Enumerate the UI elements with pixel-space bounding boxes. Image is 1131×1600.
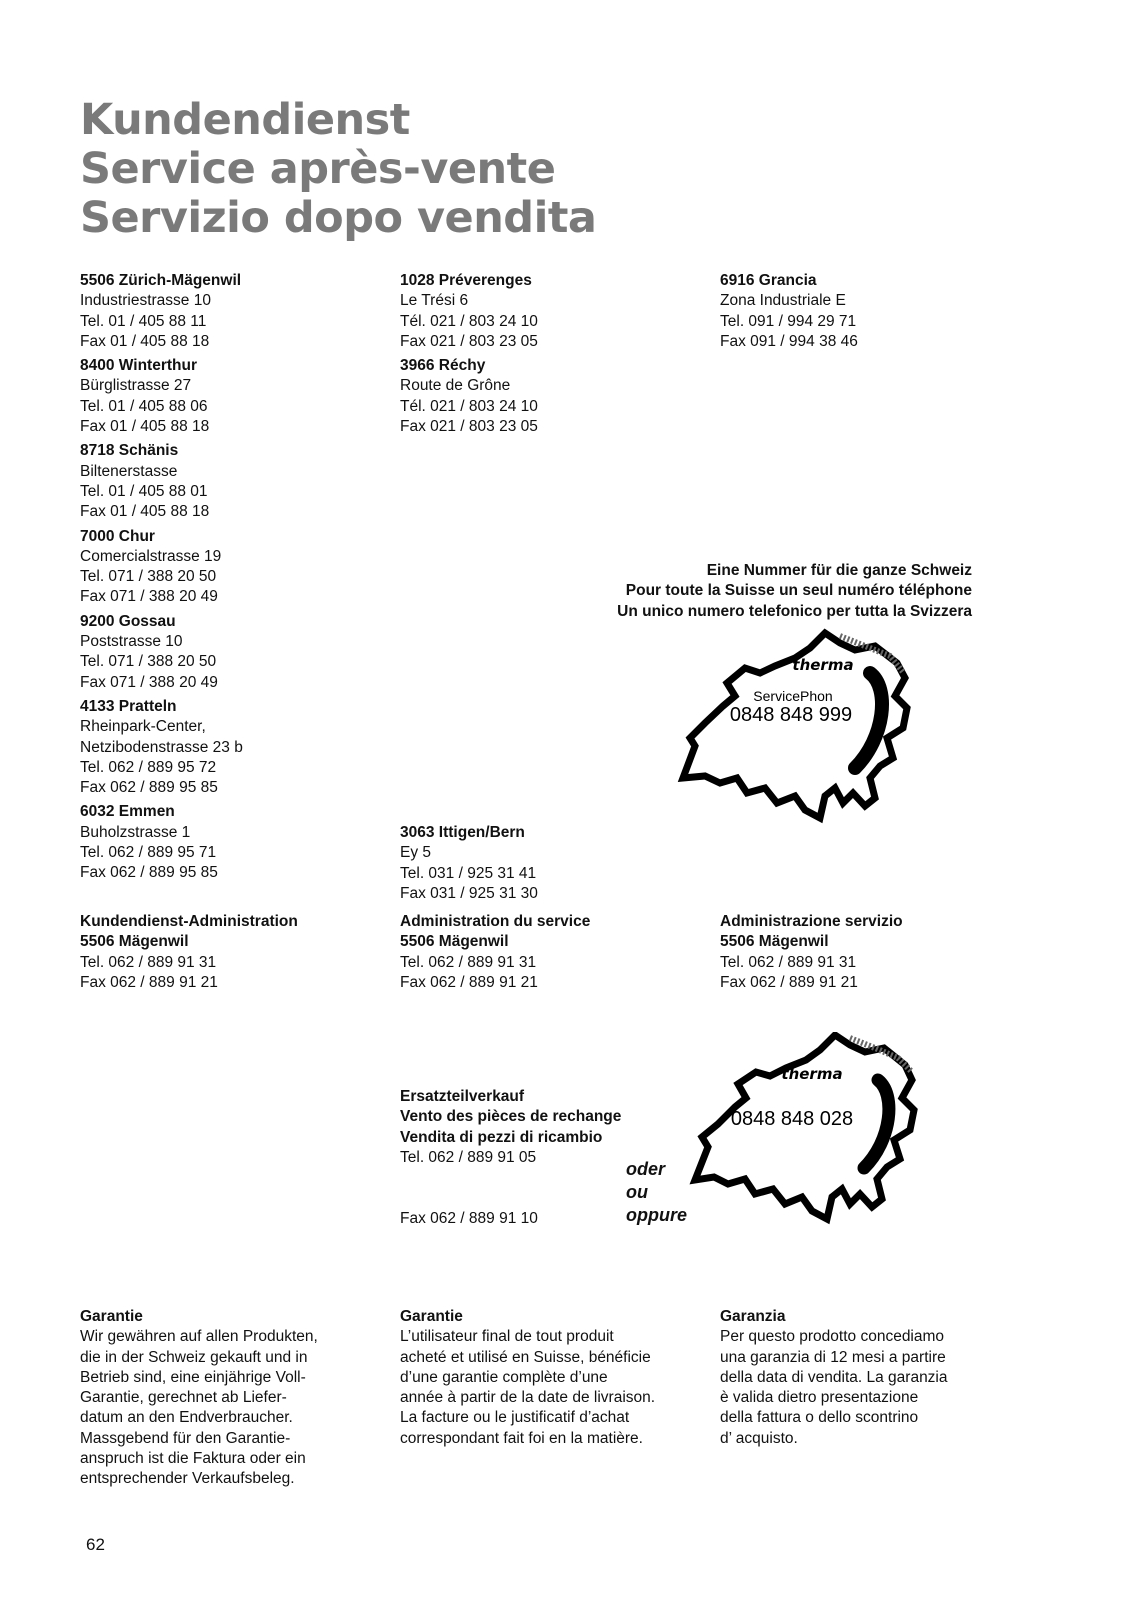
address-line: Tel. 031 / 925 31 41 bbox=[400, 864, 537, 882]
address-line: Route de Grône bbox=[400, 377, 511, 395]
admin-fax: Fax 062 / 889 91 21 bbox=[400, 973, 538, 991]
admin-tel: Tel. 062 / 889 91 31 bbox=[80, 953, 217, 971]
address-line: Tel. 071 / 388 20 50 bbox=[80, 568, 217, 586]
guarantee-line: correspondant fait foi en la matière. bbox=[400, 1429, 643, 1447]
admin-tel: Tel. 062 / 889 91 31 bbox=[720, 953, 857, 971]
spare-tel: Tel. 062 / 889 91 05 bbox=[400, 1148, 537, 1166]
admin-block-it bbox=[720, 912, 1020, 993]
title-line-fr: Service après-vente bbox=[80, 144, 556, 194]
address-line: Buholzstrasse 1 bbox=[80, 823, 191, 841]
address-block bbox=[80, 697, 380, 798]
guarantee-title: Garanzia bbox=[720, 1308, 786, 1325]
guarantee-line: Per questo prodotto concediamo bbox=[720, 1328, 945, 1346]
guarantee-line: è valida dietro presentazione bbox=[720, 1389, 919, 1407]
address-block bbox=[80, 612, 380, 693]
admin-fax: Fax 062 / 889 91 21 bbox=[80, 973, 218, 991]
address-column-1 bbox=[80, 271, 380, 888]
guarantee-it bbox=[720, 1307, 1020, 1449]
guarantee-title: Garantie bbox=[80, 1308, 143, 1325]
address-line: Tel. 01 / 405 88 01 bbox=[80, 482, 208, 500]
address-line: Tel. 071 / 388 20 50 bbox=[80, 653, 217, 671]
address-city: 7000 Chur bbox=[80, 527, 155, 545]
spare-parts-number: 0848 848 028 bbox=[730, 1108, 854, 1130]
address-line: Fax 062 / 889 95 85 bbox=[80, 864, 218, 882]
guarantee-line: d’une garantie complète d’une bbox=[400, 1368, 608, 1386]
spare-parts-block bbox=[400, 1087, 700, 1168]
servicephon-number: 0848 848 999 bbox=[729, 704, 853, 726]
admin-city: 5506 Mägenwil bbox=[80, 933, 189, 951]
address-city: 6032 Emmen bbox=[80, 803, 175, 821]
page-number: 62 bbox=[86, 1535, 105, 1554]
guarantee-fr bbox=[400, 1307, 700, 1449]
address-line: Comercialstrasse 19 bbox=[80, 547, 222, 565]
spare-title-fr: Vento des pièces de rechange bbox=[400, 1108, 622, 1126]
admin-title: Administration du service bbox=[400, 913, 591, 930]
spare-fax: Fax 062 / 889 91 10 bbox=[400, 1210, 538, 1227]
address-line: Tel. 062 / 889 95 71 bbox=[80, 844, 217, 862]
address-line: Tel. 062 / 889 95 72 bbox=[80, 758, 217, 776]
address-block bbox=[720, 271, 1020, 352]
address-line: Rheinpark-Center, bbox=[80, 718, 206, 736]
guarantee-line: Massgebend für den Garantie- bbox=[80, 1429, 291, 1447]
guarantee-line: della data di vendita. La garanzia bbox=[720, 1368, 948, 1386]
spare-title-de: Ersatzteilverkauf bbox=[400, 1088, 525, 1105]
admin-city: 5506 Mägenwil bbox=[400, 933, 509, 951]
address-city: 3063 Ittigen/Bern bbox=[400, 824, 525, 841]
guarantee-line: una garanzia di 12 mesi a partire bbox=[720, 1348, 946, 1366]
address-city: 6916 Grancia bbox=[720, 272, 817, 289]
switzerland-map-spareparts-logo bbox=[680, 1032, 930, 1227]
guarantee-line: La facture ou le justificatif d’achat bbox=[400, 1409, 630, 1427]
guarantee-line: anspruch ist die Faktura oder ein bbox=[80, 1450, 306, 1468]
address-block bbox=[80, 527, 380, 608]
guarantee-de bbox=[80, 1307, 380, 1490]
address-line: Poststrasse 10 bbox=[80, 633, 183, 651]
address-line: Fax 01 / 405 88 18 bbox=[80, 503, 210, 521]
address-city: 1028 Préverenges bbox=[400, 272, 532, 289]
address-line: Fax 01 / 405 88 18 bbox=[80, 332, 210, 350]
address-line: Zona Industriale E bbox=[720, 292, 846, 310]
address-city: 5506 Zürich-Mägenwil bbox=[80, 272, 242, 289]
address-block bbox=[80, 802, 380, 883]
guarantee-line: L’utilisateur final de tout produit bbox=[400, 1328, 614, 1346]
guarantee-line: entsprechender Verkaufsbeleg. bbox=[80, 1470, 295, 1488]
address-block bbox=[80, 271, 380, 352]
address-line: Netzibodenstrasse 23 b bbox=[80, 738, 243, 756]
address-line: Fax 031 / 925 31 30 bbox=[400, 884, 538, 902]
spare-title-it: Vendita di pezzi di ricambio bbox=[400, 1128, 603, 1146]
address-line: Ey 5 bbox=[400, 844, 432, 862]
guarantee-line: acheté et utilisé en Suisse, bénéficie bbox=[400, 1348, 651, 1366]
admin-city: 5506 Mägenwil bbox=[720, 933, 829, 951]
single-number-notice bbox=[540, 561, 972, 622]
address-block-ittigen bbox=[400, 823, 700, 904]
title-line-it: Servizio dopo vendita bbox=[80, 193, 597, 243]
single-number-it: Un unico numero telefonico per tutta la Svizzera bbox=[617, 602, 972, 620]
address-city: 9200 Gossau bbox=[80, 612, 176, 630]
address-city: 8400 Winterthur bbox=[80, 357, 197, 375]
page-title bbox=[80, 96, 596, 243]
therma-brand: therma bbox=[781, 1065, 843, 1083]
guarantee-line: d’ acquisto. bbox=[720, 1429, 798, 1447]
address-line: Tél. 021 / 803 24 10 bbox=[400, 397, 538, 415]
address-block bbox=[80, 441, 380, 522]
guarantee-title: Garantie bbox=[400, 1308, 463, 1325]
guarantee-line: della fattura o dello scontrino bbox=[720, 1409, 919, 1427]
admin-tel: Tel. 062 / 889 91 31 bbox=[400, 953, 537, 971]
address-line: Industriestrasse 10 bbox=[80, 292, 211, 310]
address-line: Tél. 021 / 803 24 10 bbox=[400, 312, 538, 330]
address-line: Fax 091 / 994 38 46 bbox=[720, 332, 858, 350]
admin-block-fr bbox=[400, 912, 700, 993]
switzerland-map-servicephon-logo bbox=[665, 628, 925, 828]
single-number-de: Eine Nummer für die ganze Schweiz bbox=[706, 562, 972, 579]
address-block bbox=[80, 356, 380, 437]
address-line: Fax 062 / 889 95 85 bbox=[80, 779, 218, 797]
guarantee-line: die in der Schweiz gekauft und in bbox=[80, 1348, 308, 1366]
admin-fax: Fax 062 / 889 91 21 bbox=[720, 973, 858, 991]
address-city: 3966 Réchy bbox=[400, 357, 486, 375]
title-line-de: Kundendienst bbox=[80, 95, 410, 145]
address-line: Tel. 01 / 405 88 06 bbox=[80, 397, 208, 415]
address-line: Bürglistrasse 27 bbox=[80, 377, 192, 395]
address-column-3 bbox=[720, 271, 1020, 352]
or-fr: ou bbox=[626, 1182, 648, 1202]
address-line: Le Trési 6 bbox=[400, 292, 469, 310]
address-city: 8718 Schänis bbox=[80, 442, 179, 460]
address-line: Tel. 091 / 994 29 71 bbox=[720, 312, 857, 330]
address-line: Tel. 01 / 405 88 11 bbox=[80, 312, 207, 330]
guarantee-line: Betrieb sind, eine einjährige Voll- bbox=[80, 1368, 306, 1386]
address-city: 4133 Pratteln bbox=[80, 697, 177, 715]
or-it: oppure bbox=[626, 1205, 687, 1225]
alternative-words bbox=[626, 1158, 687, 1227]
address-block bbox=[400, 356, 700, 437]
address-line: Fax 021 / 803 23 05 bbox=[400, 418, 538, 436]
or-de: oder bbox=[626, 1159, 666, 1179]
address-line: Fax 071 / 388 20 49 bbox=[80, 673, 218, 691]
single-number-fr: Pour toute la Suisse un seul numéro téléphone bbox=[625, 582, 972, 600]
address-block bbox=[400, 271, 700, 352]
guarantee-line: année à partir de la date de livraison. bbox=[400, 1389, 656, 1407]
guarantee-line: datum an den Endverbraucher. bbox=[80, 1409, 293, 1427]
address-column-2 bbox=[400, 271, 700, 441]
admin-block-de bbox=[80, 912, 380, 993]
address-line: Biltenerstasse bbox=[80, 462, 178, 480]
guarantee-line: Garantie, gerechnet ab Liefer- bbox=[80, 1389, 287, 1407]
admin-title: Kundendienst-Administration bbox=[80, 913, 298, 930]
therma-brand: therma bbox=[792, 656, 854, 674]
admin-title: Administrazione servizio bbox=[720, 913, 903, 930]
address-line: Fax 01 / 405 88 18 bbox=[80, 418, 210, 436]
address-line: Fax 071 / 388 20 49 bbox=[80, 588, 218, 606]
servicephon-label: ServicePhon bbox=[753, 688, 833, 704]
address-line: Fax 021 / 803 23 05 bbox=[400, 332, 538, 350]
guarantee-line: Wir gewähren auf allen Produkten, bbox=[80, 1328, 318, 1346]
